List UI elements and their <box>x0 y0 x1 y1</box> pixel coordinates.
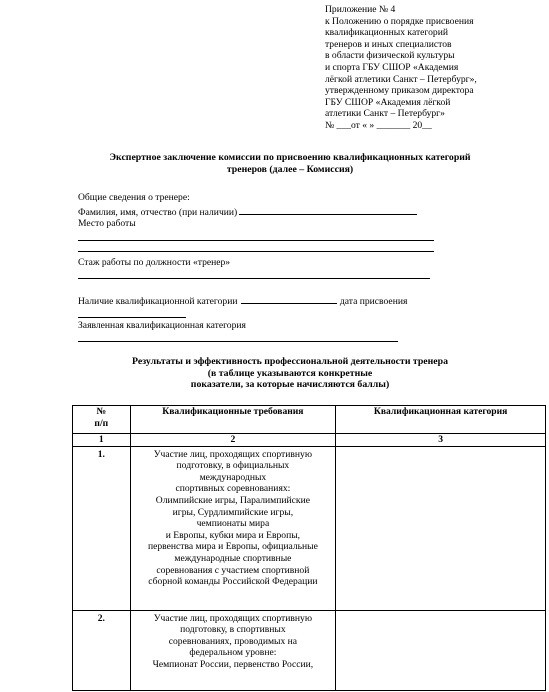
appendix-line: к Положению о порядке присвоения <box>325 15 474 27</box>
table-header-row <box>73 406 546 434</box>
appendix-line: утвержденному приказом директора <box>325 85 474 97</box>
requirement-line: чемпионаты мира <box>196 518 270 530</box>
appendix-line: и спорта ГБУ СШОР «Академия <box>325 61 459 73</box>
document-title-line-2: тренеров (далее – Комиссия) <box>226 164 354 175</box>
header-requirements: Квалификационные требования <box>130 406 336 434</box>
requirement-line: международных <box>199 471 267 483</box>
category-cell[interactable] <box>336 446 546 610</box>
appendix-line: в области физической культуры <box>325 50 455 62</box>
col-number-2: 2 <box>130 434 336 447</box>
requirement-line: Олимпийские игры, Паралимпийские <box>155 494 310 506</box>
requirement-line: федеральном уровне: <box>189 647 277 659</box>
requirement-text <box>130 610 336 690</box>
requirement-line: Чемпионат России, первенство России, <box>152 658 314 670</box>
results-heading <box>80 356 500 391</box>
requirement-text <box>130 446 336 610</box>
requirement-line: спортивных соревнованиях: <box>175 483 291 495</box>
table-column-numbers-row <box>73 434 546 447</box>
workplace-blank-2[interactable] <box>78 251 434 252</box>
experience-label: Стаж работы по должности «тренер» <box>78 257 231 268</box>
requirement-line: сборной команды Российской Федерации <box>148 576 318 588</box>
declared-category-label: Заявленная квалификационная категория <box>78 320 246 331</box>
appendix-line: ГБУ СШОР «Академия лёгкой <box>325 96 451 108</box>
experience-blank[interactable] <box>78 278 430 279</box>
appendix-line: лёгкой атлетики Санкт – Петербург», <box>325 73 477 85</box>
appendix-line: квалификационных категорий <box>325 27 448 39</box>
category-cell[interactable] <box>336 610 546 690</box>
requirement-line: первенства мира и Европы, официальные <box>147 541 318 553</box>
declared-category-blank[interactable] <box>78 341 398 342</box>
fio-label: Фамилия, имя, отчество (при наличии) <box>78 207 238 218</box>
table-row <box>73 446 546 610</box>
appendix-header <box>325 4 545 132</box>
fio-blank[interactable] <box>239 205 417 215</box>
header-num-line-1: № <box>96 406 107 417</box>
document-title <box>70 152 510 176</box>
row-number: 1. <box>73 446 131 610</box>
date-assigned-blank[interactable] <box>78 317 186 318</box>
results-heading-line-2: (в таблице указываются конкретные <box>207 367 373 379</box>
results-heading-line-3: показатели, за которые начисляются баллы) <box>190 379 390 390</box>
table-row <box>73 610 546 690</box>
appendix-line: № ___от « » _______ 20__ <box>325 119 432 131</box>
appendix-line: тренеров и иных специалистов <box>325 38 452 50</box>
category-field[interactable] <box>78 294 407 307</box>
row-number: 2. <box>73 610 131 690</box>
requirement-line: международные спортивные <box>174 552 292 564</box>
requirement-line: подготовку, в официальных <box>176 460 290 472</box>
category-blank[interactable] <box>241 294 337 304</box>
header-num <box>73 406 131 434</box>
requirement-line: и Европы, кубки мира и Европы, <box>165 529 301 541</box>
results-heading-line-1: Результаты и эффективность профессиональной деятельности тренера <box>131 356 448 367</box>
date-assigned-label: дата присвоения <box>339 296 408 307</box>
appendix-line: Приложение № 4 <box>325 4 396 15</box>
requirement-line: соревнованиях, проводимых на <box>168 635 298 647</box>
general-info-label: Общие сведения о тренере: <box>78 192 190 203</box>
requirement-line: соревнования с участием спортивной <box>156 564 310 576</box>
has-category-label: Наличие квалификационной категории <box>78 296 238 307</box>
requirement-line: подготовку, в спортивных <box>180 624 286 636</box>
workplace-blank-1[interactable] <box>78 240 434 241</box>
requirement-line: Участие лиц, проходящих спортивную <box>153 612 313 624</box>
document-title-line-1: Экспертное заключение комиссии по присвоению квалификационных категорий <box>109 152 471 163</box>
header-num-line-2: п/п <box>94 417 109 429</box>
appendix-line: атлетики Санкт – Петербург» <box>325 108 445 120</box>
requirement-line: игры, Сурдлимпийские игры, <box>172 506 294 518</box>
header-category: Квалификационная категория <box>336 406 546 434</box>
col-number-3: 3 <box>336 434 546 447</box>
workplace-label: Место работы <box>78 218 136 229</box>
requirements-table <box>72 405 546 691</box>
fio-field[interactable] <box>78 205 417 218</box>
col-number-1: 1 <box>73 434 131 447</box>
requirement-line: Участие лиц, проходящих спортивную <box>153 448 313 460</box>
